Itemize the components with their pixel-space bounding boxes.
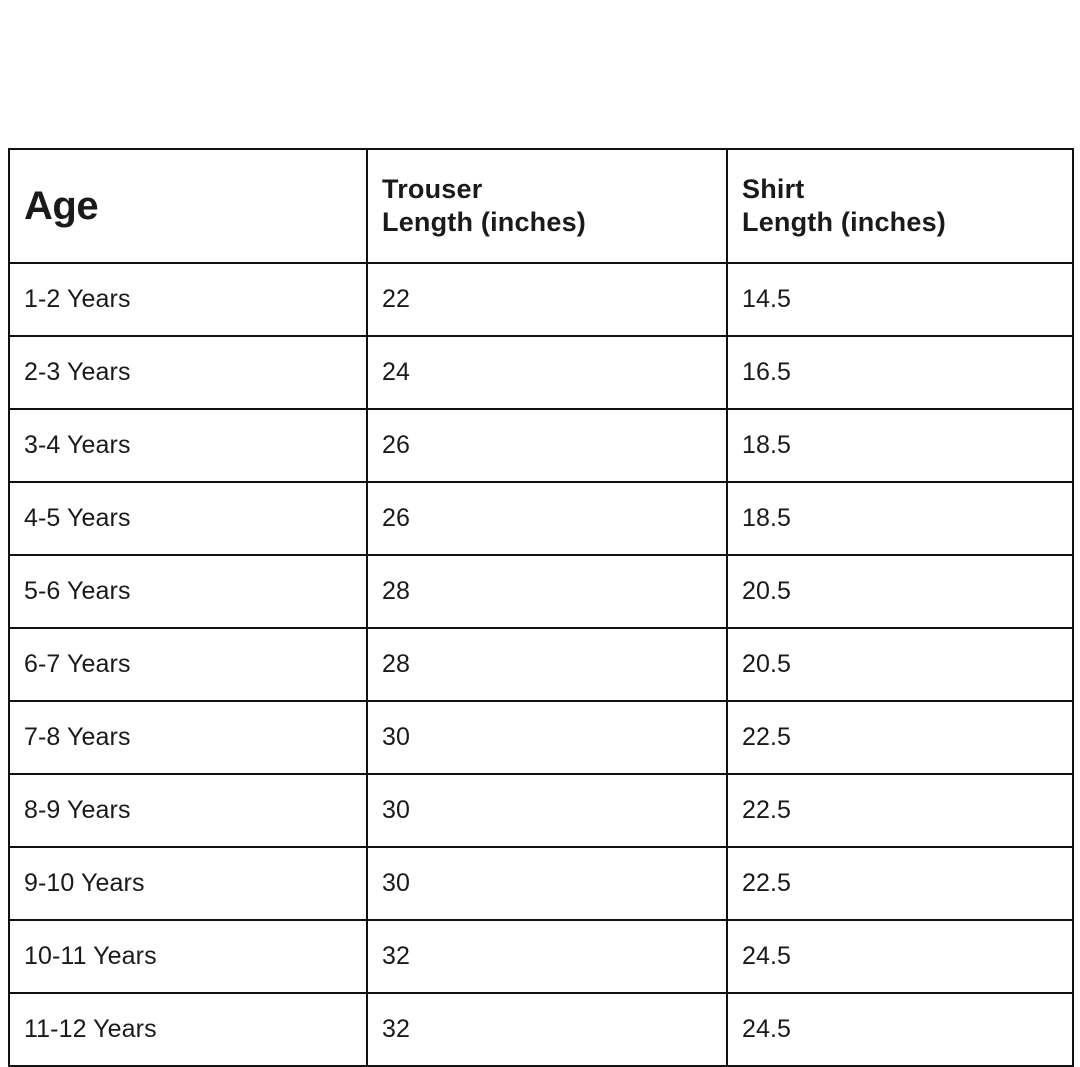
cell-trouser-length: 30 — [367, 701, 727, 774]
table-row — [9, 336, 1073, 409]
table-row — [9, 993, 1073, 1066]
cell-shirt-length: 24.5 — [727, 920, 1073, 993]
column-header-trouser-line2: Length (inches) — [382, 207, 586, 237]
table-header-row — [9, 149, 1073, 263]
size-chart-container — [8, 148, 1072, 1067]
cell-trouser-length: 30 — [367, 774, 727, 847]
column-header-age — [9, 149, 367, 263]
cell-trouser-length: 32 — [367, 920, 727, 993]
cell-trouser-length: 28 — [367, 555, 727, 628]
column-header-shirt-line1: Shirt — [742, 174, 805, 205]
table-row — [9, 409, 1073, 482]
cell-age: 1-2 Years — [9, 263, 367, 336]
column-header-trouser-length — [367, 149, 727, 263]
table-row — [9, 920, 1073, 993]
column-header-age-label: Age — [24, 183, 99, 228]
cell-trouser-length: 22 — [367, 263, 727, 336]
cell-age: 7-8 Years — [9, 701, 367, 774]
cell-shirt-length: 22.5 — [727, 847, 1073, 920]
cell-age: 8-9 Years — [9, 774, 367, 847]
column-header-trouser-line1: Trouser — [382, 174, 483, 205]
cell-trouser-length: 26 — [367, 482, 727, 555]
cell-shirt-length: 20.5 — [727, 628, 1073, 701]
cell-shirt-length: 22.5 — [727, 774, 1073, 847]
cell-age: 4-5 Years — [9, 482, 367, 555]
size-chart-table — [8, 148, 1074, 1067]
table-body — [9, 263, 1073, 1066]
cell-age: 10-11 Years — [9, 920, 367, 993]
table-row — [9, 628, 1073, 701]
column-header-shirt-length — [727, 149, 1073, 263]
cell-trouser-length: 26 — [367, 409, 727, 482]
table-row — [9, 482, 1073, 555]
table-header — [9, 149, 1073, 263]
table-row — [9, 701, 1073, 774]
cell-age: 3-4 Years — [9, 409, 367, 482]
cell-age: 5-6 Years — [9, 555, 367, 628]
table-row — [9, 555, 1073, 628]
cell-shirt-length: 18.5 — [727, 409, 1073, 482]
table-row — [9, 774, 1073, 847]
cell-shirt-length: 24.5 — [727, 993, 1073, 1066]
cell-shirt-length: 16.5 — [727, 336, 1073, 409]
cell-shirt-length: 14.5 — [727, 263, 1073, 336]
cell-trouser-length: 32 — [367, 993, 727, 1066]
cell-shirt-length: 18.5 — [727, 482, 1073, 555]
cell-age: 2-3 Years — [9, 336, 367, 409]
table-row — [9, 263, 1073, 336]
cell-trouser-length: 24 — [367, 336, 727, 409]
cell-trouser-length: 28 — [367, 628, 727, 701]
table-row — [9, 847, 1073, 920]
cell-trouser-length: 30 — [367, 847, 727, 920]
cell-age: 11-12 Years — [9, 993, 367, 1066]
cell-age: 6-7 Years — [9, 628, 367, 701]
column-header-shirt-line2: Length (inches) — [742, 207, 946, 237]
cell-shirt-length: 20.5 — [727, 555, 1073, 628]
cell-shirt-length: 22.5 — [727, 701, 1073, 774]
cell-age: 9-10 Years — [9, 847, 367, 920]
